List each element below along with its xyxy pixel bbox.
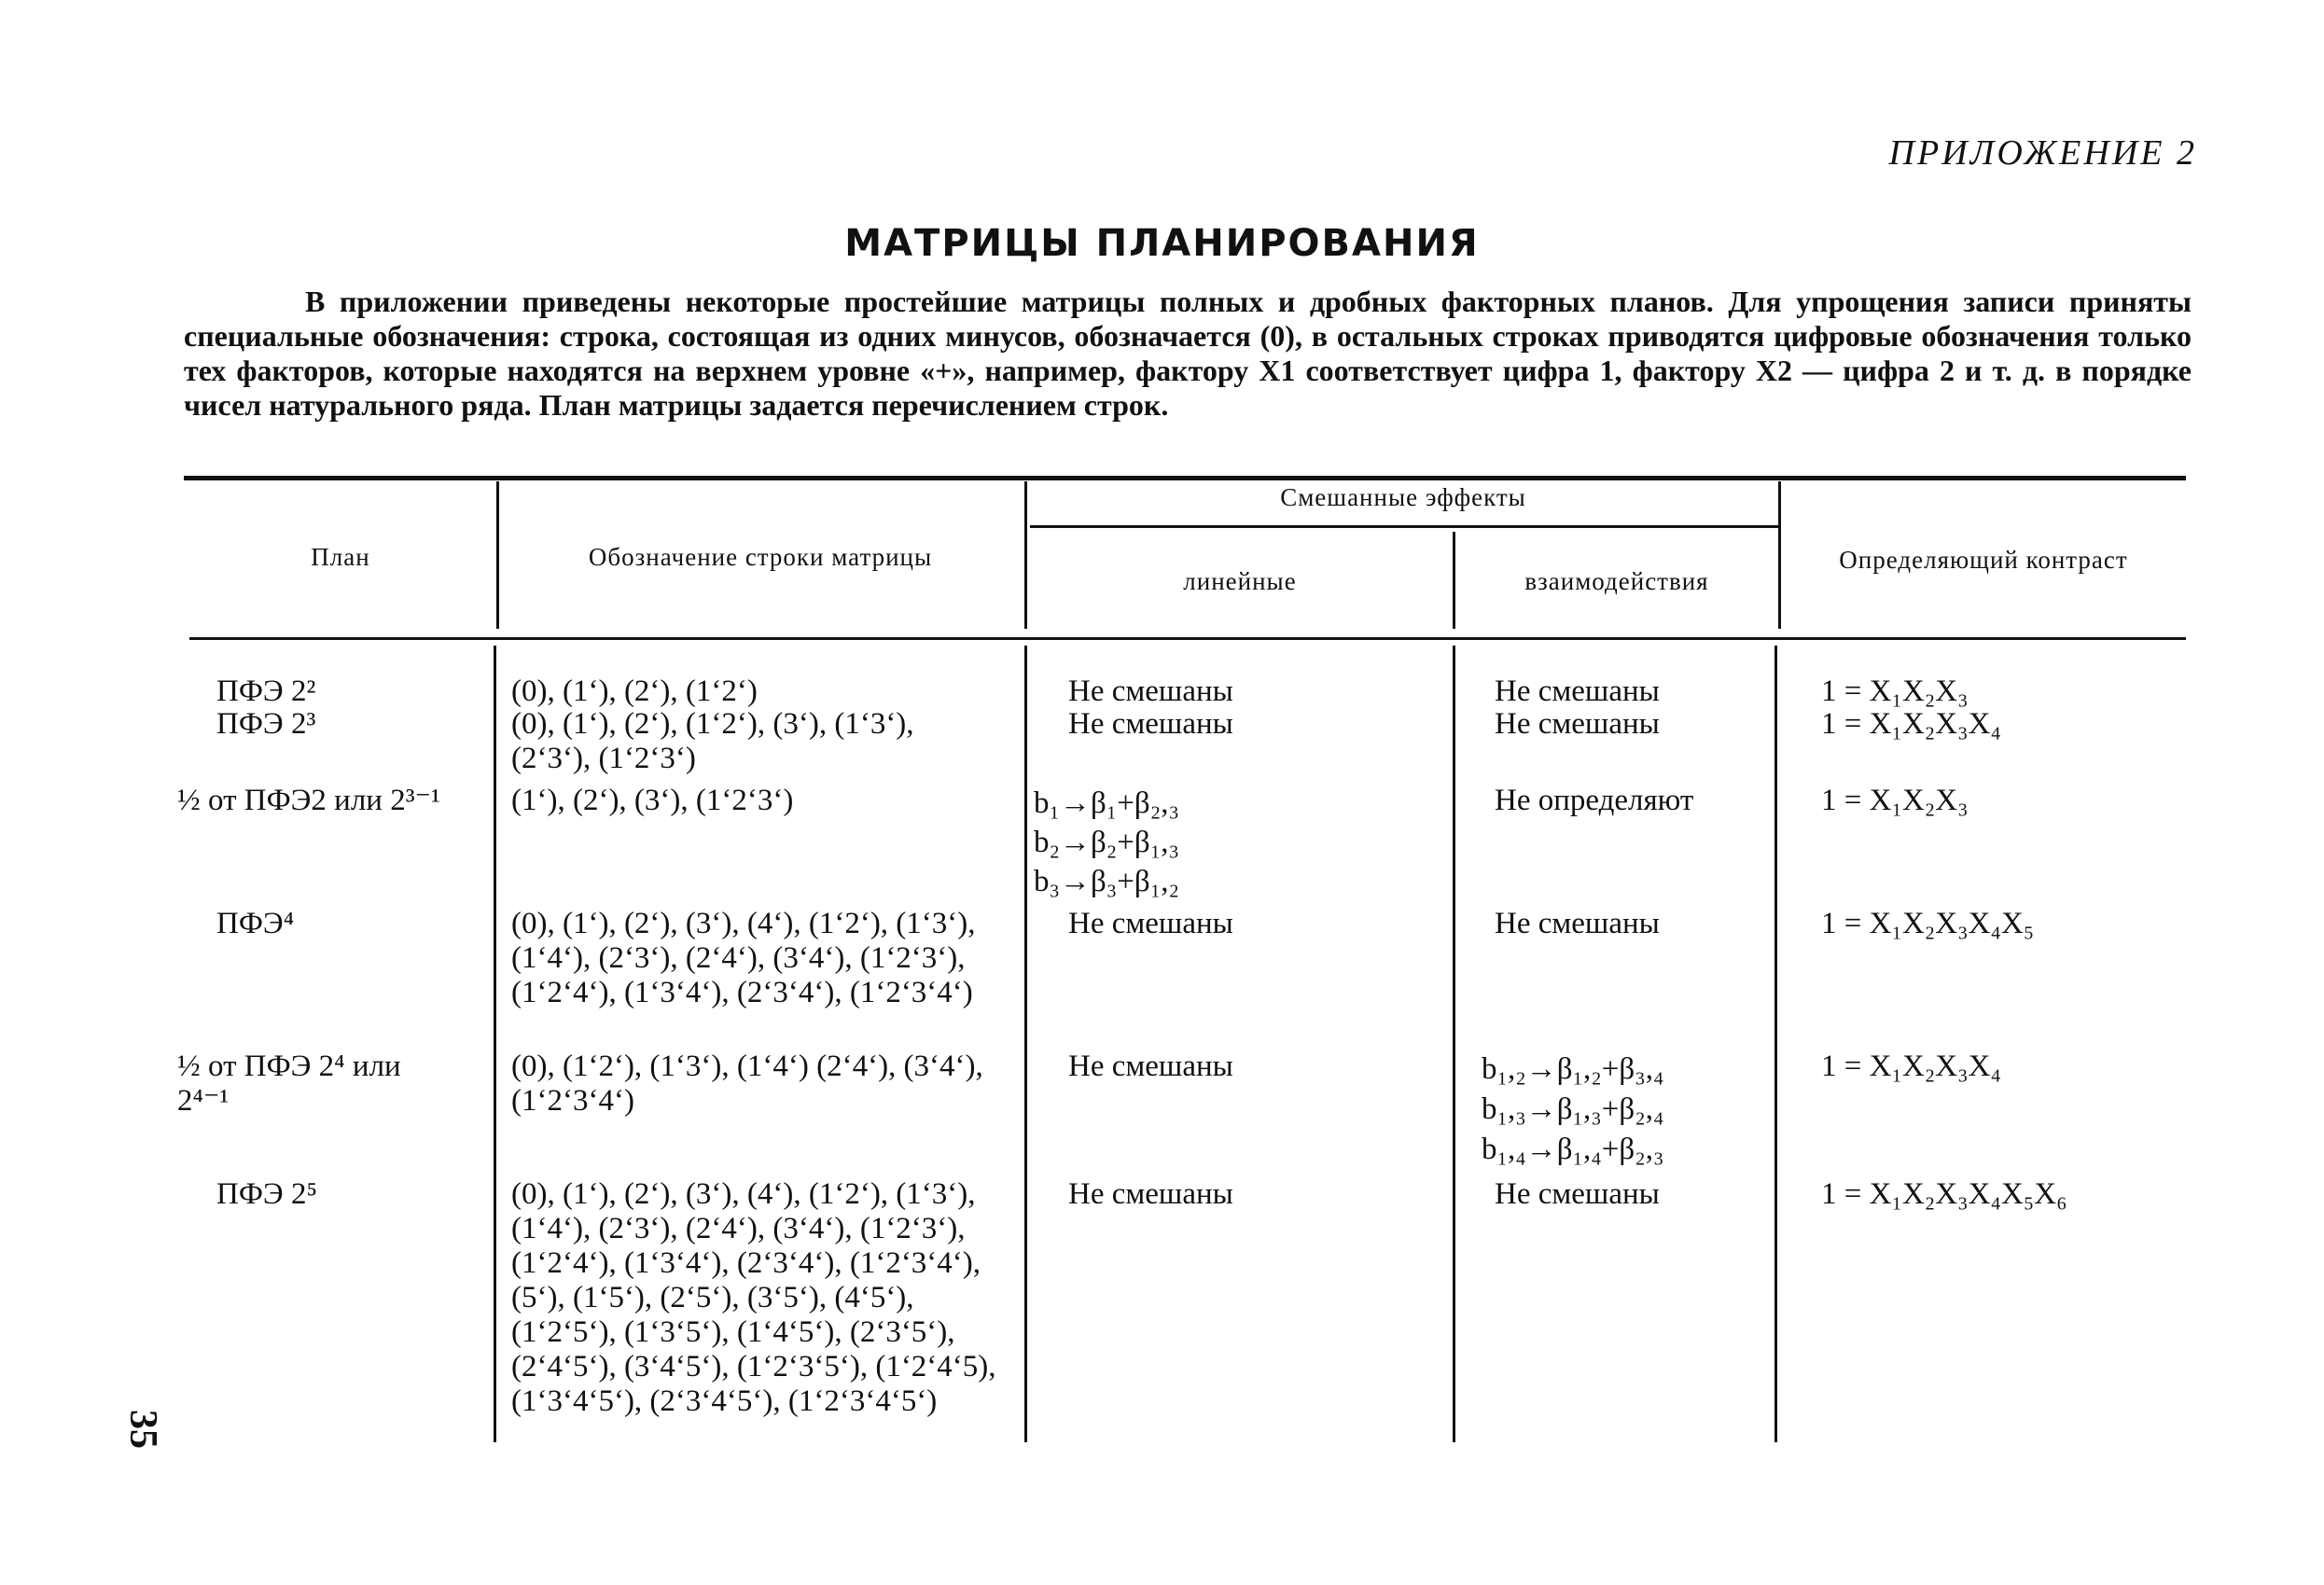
column-divider [1453,646,1455,1442]
header-bottom-rule [189,637,2186,640]
column-divider [496,481,499,629]
table-cell-contrast: 1 = X₁X₂X₃X₄ [1821,707,2001,741]
header-contrast: Определяющий контраст [1839,546,2128,574]
page-number: 35 [121,1410,164,1449]
table-cell-rows: (1‘), (2‘), (3‘), (1‘2‘3‘) [511,784,794,817]
table-cell-contrast: 1 = X₁X₂X₃X₄ [1821,1050,2001,1083]
header-linear: линейные [1183,567,1297,595]
appendix-label: ПРИЛОЖЕНИЕ 2 [1888,133,2197,173]
table-cell-plan: ½ от ПФЭ 2⁴ или 2⁴⁻¹ [177,1050,401,1118]
column-divider [1024,646,1027,1442]
table-cell-plan: ПФЭ⁴ [216,907,295,940]
table-cell-plan: ПФЭ 2² [216,674,316,708]
table-cell-rows: (0), (1‘), (2‘), (3‘), (4‘), (1‘2‘), (1‘3‘), (1‘4‘), (2‘3‘), (2‘4‘), (3‘4‘), (1‘2‘3‘), (1‘2‘4‘), (1‘3‘4‘), (2‘3‘4‘), (1‘2‘3‘4‘), (5‘), (1‘5‘), (2‘5‘), (3‘5‘), (4‘5‘), (1‘2‘5‘), (1‘3‘5‘), (1‘4‘5‘), (2‘3‘5‘), (2‘4‘5‘), (3‘4‘5‘), (1‘2‘3‘5‘), (1‘2‘4‘5), (1‘3‘4‘5‘), (2‘3‘4‘5‘), (1‘2‘3‘4‘5‘) [511,1177,996,1418]
table-cell-interactions: Не определяют [1495,784,1694,817]
table-cell-linear: Не смешаны [1068,1050,1233,1083]
table-cell-contrast: 1 = X₁X₂X₃X₄X₅ [1821,907,2035,940]
column-divider [1024,481,1027,629]
table-cell-interactions: b₁,₂→β₁,₂+β₃,₄ b₁,₃→β₁,₃+β₂,₄ b₁,₄→β₁,₄+β₂,₃ [1482,1052,1664,1166]
table-cell-plan: ½ от ПФЭ2 или 2³⁻¹ [177,784,440,817]
table-cell-linear: Не смешаны [1068,707,1233,741]
table-cell-rows: (0), (1‘), (2‘), (3‘), (4‘), (1‘2‘), (1‘3‘), (1‘4‘), (2‘3‘), (2‘4‘), (3‘4‘), (1‘2‘3‘), (1‘2‘4‘), (1‘3‘4‘), (2‘3‘4‘), (1‘2‘3‘4‘) [511,907,976,1009]
header-row-designation: Обозначение строки матрицы [588,543,933,571]
table-cell-linear: Не смешаны [1068,907,1233,940]
column-divider [494,646,496,1442]
table-cell-rows: (0), (1‘), (2‘), (1‘2‘) [511,674,758,708]
column-divider [1774,646,1777,1442]
table-cell-rows: (0), (1‘2‘), (1‘3‘), (1‘4‘) (2‘4‘), (3‘4‘), (1‘2‘3‘4‘) [511,1050,983,1118]
table-cell-rows: (0), (1‘), (2‘), (1‘2‘), (3‘), (1‘3‘), (2‘3‘), (1‘2‘3‘) [511,707,914,775]
table-cell-linear: Не смешаны [1068,1177,1233,1211]
header-plan: План [311,543,370,571]
table-cell-linear: Не смешаны [1068,674,1233,708]
table-cell-interactions: Не смешаны [1495,1177,1660,1211]
table-cell-contrast: 1 = X₁X₂X₃ [1821,674,1969,708]
table-cell-interactions: Не смешаны [1495,707,1660,741]
column-divider [1453,532,1455,629]
page-title: МАТРИЦЫ ПЛАНИРОВАНИЯ [844,222,1480,265]
table-cell-interactions: Не смешаны [1495,674,1660,708]
header-interactions: взаимодействия [1524,567,1709,595]
table-cell-plan: ПФЭ 2³ [216,707,316,741]
mixed-effects-rule [1030,525,1778,528]
table-cell-contrast: 1 = X₁X₂X₃X₄X₅X₆ [1821,1177,2067,1211]
table-cell-contrast: 1 = X₁X₂X₃ [1821,784,1969,817]
column-divider [1778,481,1781,629]
table-cell-interactions: Не смешаны [1495,907,1660,940]
table-top-rule [184,476,2186,480]
table-cell-plan: ПФЭ 2⁵ [216,1177,317,1211]
header-mixed-effects: Смешанные эффекты [1280,483,1526,511]
intro-paragraph: В приложении приведены некоторые простейшие матрицы полных и дробных факторных планов. Для упрощения записи приняты специальные обозначения: строка, состоящая из одних минусов, обозначается (0), в остальных строках приводятся цифровые обозначения только тех факторов, которые находятся на верхнем уровне «+», например, фактору X1 соответствует цифра 1, фактору X2 — цифра 2 и т. д. в порядке чисел натурального ряда. План матрицы задается перечислением строк. [184,285,2192,422]
table-cell-linear: b₁→β₁+β₂,₃ b₂→β₂+β₁,₃ b₃→β₃+β₁,₂ [1034,786,1179,898]
